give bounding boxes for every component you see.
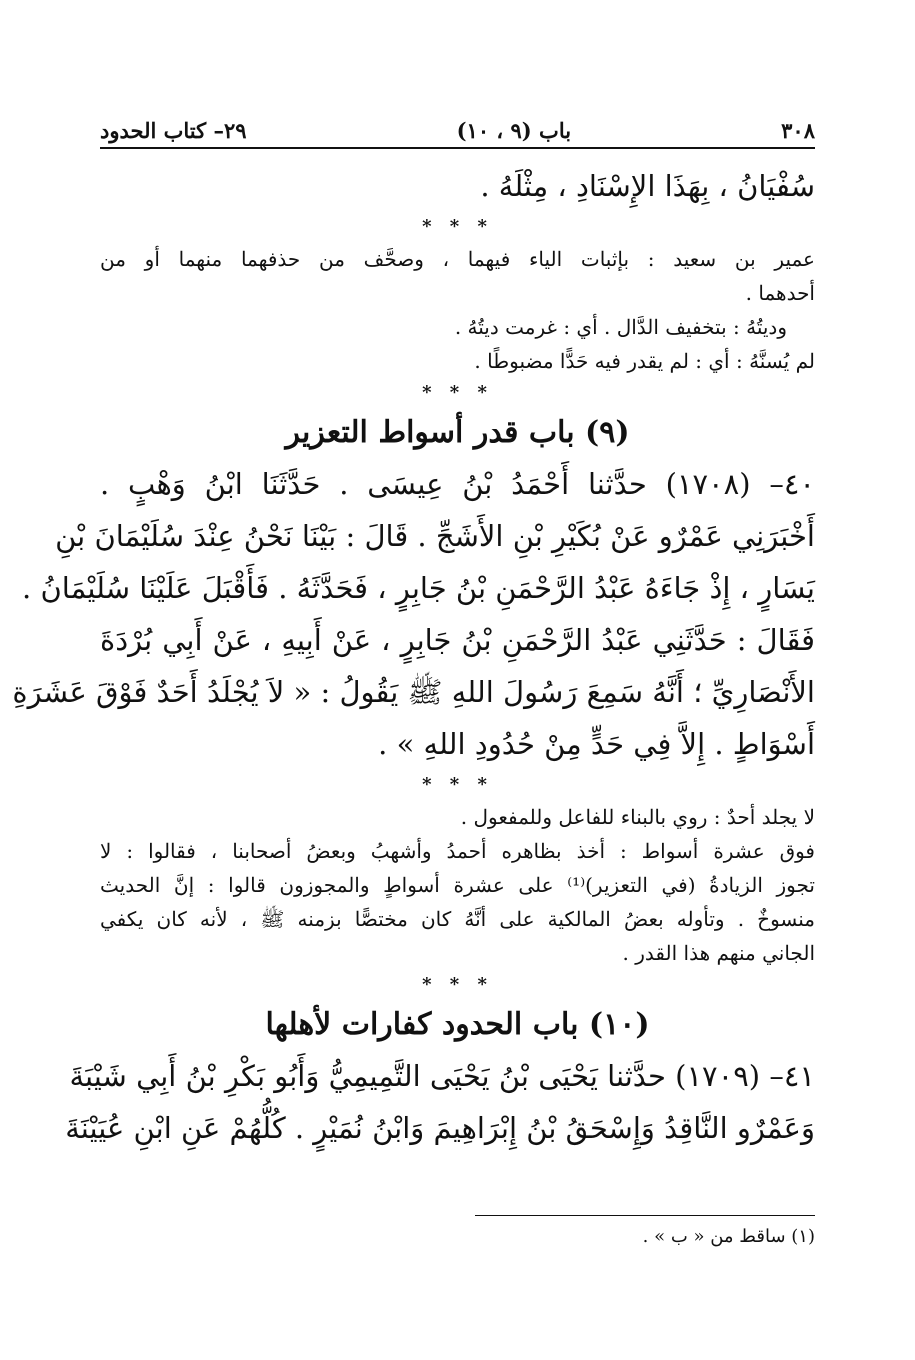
footnote: (١) ساقط من « ب » . [642, 1226, 815, 1247]
page-header [100, 112, 815, 148]
hadith-line: ٤١– (١٧٠٩) حدَّثنا يَحْيَى بْنُ يَحْيَى التَّمِيمِيُّ وَأَبُو بَكْرِ بْنُ أَبِي شَيْبَةَ [69, 1059, 815, 1093]
section-separator: * * * [422, 974, 493, 995]
section-title: باب (٩ ، ١٠) [456, 117, 572, 143]
page-number: ٣٠٨ [781, 117, 815, 143]
commentary-line: أحدهما . [745, 281, 815, 305]
commentary-line: تجوز الزيادةُ (في التعزير)⁽¹⁾ على عشرة أسواطٍ والمجوزون قالوا : إنَّ الحديث [100, 873, 815, 897]
section-separator: * * * [422, 774, 493, 795]
hadith-line: أَخْبَرَنِي عَمْرٌو عَنْ بُكَيْرِ بْنِ الأَشَجِّ . قَالَ : بَيْنَا نَحْنُ عِنْدَ سُلَيْمَانَ بْنِ [55, 519, 815, 553]
commentary-line: عمير بن سعيد : بإثبات الياء فيهما ، وصحَّف من حذفهما منهما أو من [100, 247, 815, 271]
hadith-line: سُفْيَانُ ، بِهَذَا الإِسْنَادِ ، مِثْلَهُ . [480, 169, 815, 203]
commentary-line: الجاني منهم هذا القدر . [622, 941, 815, 965]
chapter-heading: (٩) باب قدر أسواط التعزير [285, 415, 630, 450]
header-divider [100, 147, 815, 149]
section-separator: * * * [422, 382, 493, 403]
hadith-line: الأَنْصَارِيِّ ؛ أَنَّهُ سَمِعَ رَسُولَ اللهِ ﷺ يَقُولُ : « لاَ يُجْلَدُ أَحَدٌ فَوْقَ عَشَرَةِ [12, 675, 815, 709]
commentary-line: وديتُهُ : بتخفيف الدَّال . أي : غرمت ديتُهُ . [454, 315, 787, 339]
hadith-line: يَسَارٍ ، إِذْ جَاءَهُ عَبْدُ الرَّحْمَنِ بْنُ جَابِرٍ ، فَحَدَّثَهُ . فَأَقْبَلَ عَلَيْنَا سُلَيْمَانُ . [22, 571, 815, 605]
commentary-line: فوق عشرة أسواط : أخذ بظاهره أحمدُ وأشهبُ وبعضُ أصحابنا ، فقالوا : لا [100, 839, 815, 863]
footnote-divider [475, 1215, 815, 1216]
commentary-line: لا يجلد أحدٌ : روي بالبناء للفاعل وللمفعول . [460, 805, 815, 829]
chapter-heading: (١٠) باب الحدود كفارات لأهلها [265, 1007, 650, 1042]
section-separator: * * * [422, 216, 493, 237]
hadith-line: أَسْوَاطٍ . إِلاَّ فِي حَدٍّ مِنْ حُدُودِ اللهِ » . [378, 727, 815, 761]
hadith-line: فَقَالَ : حَدَّثَنِي عَبْدُ الرَّحْمَنِ بْنُ جَابِرٍ ، عَنْ أَبِيهِ ، عَنْ أَبِي بُرْدَةَ [100, 623, 815, 657]
page-body [12, 160, 815, 1154]
hadith-line: وَعَمْرٌو النَّاقِدُ وَإِسْحَقُ بْنُ إِبْرَاهِيمَ وَابْنُ نُمَيْرٍ . كُلُّهُمْ عَنِ ابْنِ عُيَيْنَةَ [65, 1111, 815, 1145]
commentary-line: لم يُسنَّهُ : أي : لم يقدر فيه حَدًّا مضبوطًا . [474, 349, 815, 373]
hadith-line: ٤٠– (١٧٠٨) حدَّثنا أَحْمَدُ بْنُ عِيسَى . حَدَّثَنَا ابْنُ وَهْبٍ . [100, 467, 815, 501]
book-title: ٢٩– كتاب الحدود [100, 117, 247, 143]
commentary-line: منسوخٌ . وتأوله بعضُ المالكية على أنَّهُ كان مختصًّا بزمنه ﷺ ، لأنه كان يكفي [100, 907, 815, 931]
